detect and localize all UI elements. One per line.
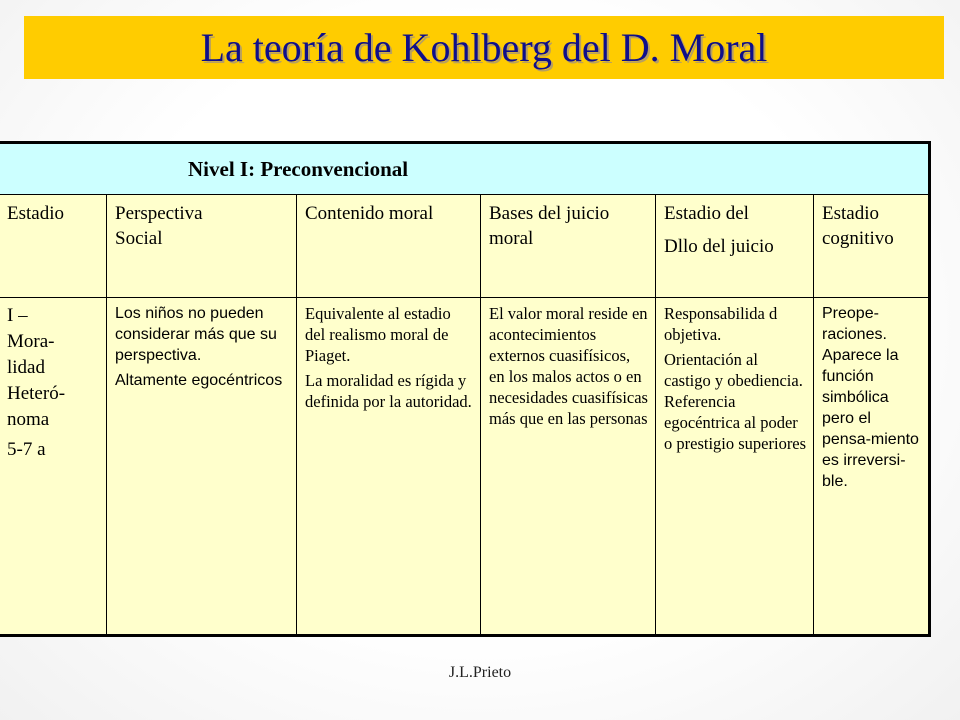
cell-contenido: Equivalente al estadio del realismo moral de Piaget. La moralidad es rígida y definida por la autoridad. <box>297 298 481 636</box>
cell-cognitivo: Preope-raciones. Aparece la función simbólica pero el pensa-miento es irreversi-ble. <box>814 298 930 636</box>
header-dllo: Estadio del Dllo del juicio <box>656 195 814 298</box>
header-contenido: Contenido moral <box>297 195 481 298</box>
level-row <box>0 143 930 195</box>
header-estadio: Estadio <box>0 195 107 298</box>
header-bases: Bases del juicio moral <box>481 195 656 298</box>
table-row <box>0 298 930 636</box>
cell-perspectiva: Los niños no pueden considerar más que su perspectiva. Altamente egocéntricos <box>107 298 297 636</box>
title-banner <box>24 16 944 79</box>
header-row <box>0 195 930 298</box>
header-perspectiva: Perspectiva Social <box>107 195 297 298</box>
cell-estadio: I – Mora- lidad Heteró- noma 5-7 a <box>0 298 107 636</box>
cell-dllo: Responsabilida d objetiva. Orientación al castigo y obediencia. Referencia egocéntrica al poder o prestigio superiores <box>656 298 814 636</box>
header-cognitivo: Estadio cognitivo <box>814 195 930 298</box>
author-footer: J.L.Prieto <box>448 664 512 681</box>
slide-title: La teoría de Kohlberg del D. Moral <box>200 25 768 70</box>
cell-bases: El valor moral reside en acontecimientos externos cuasifísicos, en los malos actos o en necesidades cuasifísicas más que en las personas <box>481 298 656 636</box>
level-title: Nivel I: Preconvencional <box>0 143 930 195</box>
kohlberg-table <box>0 141 931 637</box>
